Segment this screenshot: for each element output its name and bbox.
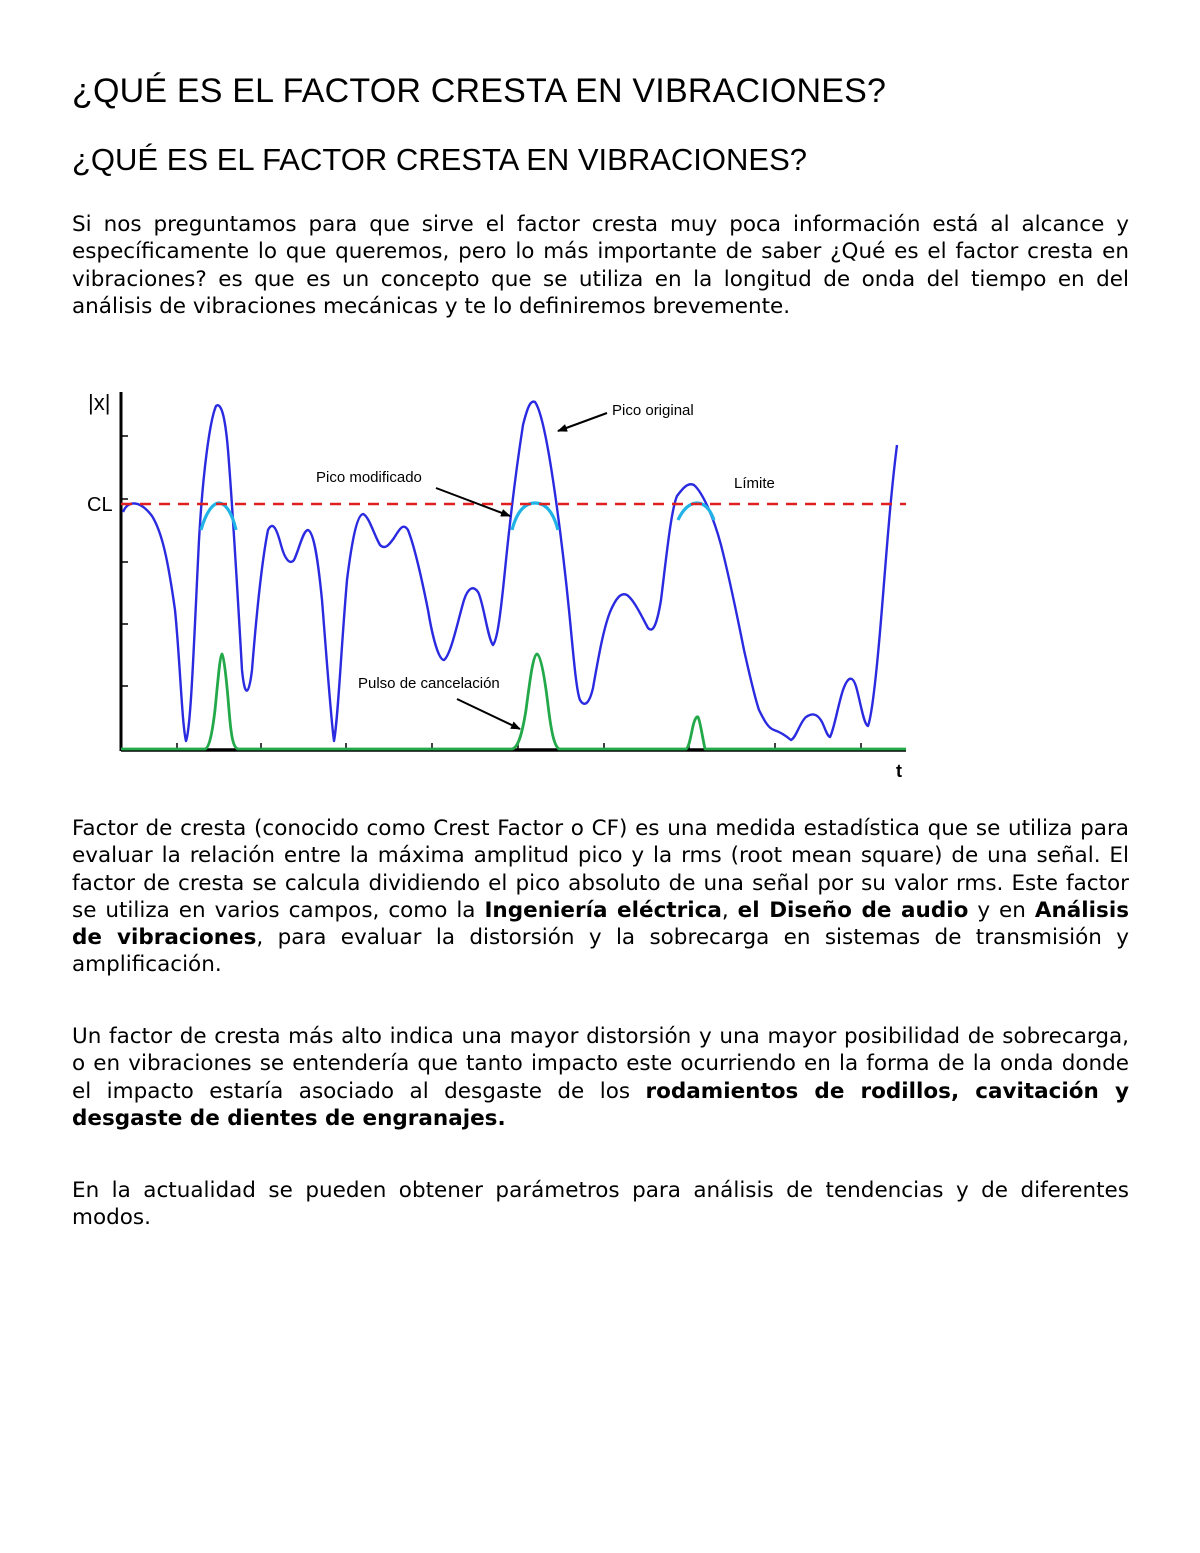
annotation-modified-peak: Pico modificado — [316, 469, 422, 486]
bold-term-electrical: Ingeniería eléctrica — [484, 897, 722, 923]
intro-paragraph: Si nos preguntamos para que sirve el factor cresta muy poca información está al alcance y específicamente lo que queremos, pero lo más importante de saber ¿Qué es el factor cresta en vibraciones? es que es un concepto que se utiliza en la longitud de onda del tiempo en del análisis de vibraciones mecánicas y te lo definiremos brevemente. — [72, 212, 1129, 319]
page-title: ¿QUÉ ES EL FACTOR CRESTA EN VIBRACIONES? — [72, 72, 887, 110]
arrow-modified-peak — [436, 488, 510, 516]
separator-text: , — [721, 897, 738, 923]
arrow-original-peak — [558, 413, 607, 431]
annotation-limit: Límite — [734, 475, 775, 492]
separator-text: y en — [968, 897, 1035, 923]
interpretation-text: Un factor de cresta más alto indica una mayor distorsión y una mayor posibilidad de sobrecarga, o en vibraciones se entendería que tanto impacto este ocurriendo en la forma de la onda donde el impacto estaría asociado al desgaste de los — [72, 1024, 1129, 1104]
arrow-cancel-pulse — [457, 699, 520, 729]
limit-label: CL — [87, 494, 113, 516]
definition-text: Factor de cresta (conocido como Crest Factor o CF) es una medida estadística que se utiliza para evaluar la relación entre la máxima amplitud pico y la rms (root mean square) de una señal. El factor de cresta se calcula dividiendo el pico absoluto de una señal por su valor rms. Este factor se utiliza en varios campos, como la — [72, 816, 1129, 923]
annotation-original-peak: Pico original — [612, 402, 694, 419]
bold-term-vibration: Análisis de vibraciones — [72, 897, 1129, 951]
signal-waveform — [123, 402, 897, 741]
definition-paragraph — [72, 815, 1129, 979]
section-heading: ¿QUÉ ES EL FACTOR CRESTA EN VIBRACIONES? — [72, 142, 807, 177]
y-axis-label: |x| — [88, 390, 111, 415]
bold-wear-causes: rodamientos de rodillos, cavitación y desgaste de dientes de engranajes. — [72, 1078, 1129, 1131]
annotation-cancel-pulse: Pulso de cancelación — [358, 675, 500, 692]
modified-peaks — [201, 503, 714, 530]
bold-term-audio: el Diseño de audio — [737, 897, 969, 923]
interpretation-paragraph — [72, 1023, 1129, 1132]
cancellation-pulse-signal — [121, 654, 906, 749]
definition-text-end: , para evaluar la distorsión y la sobrecarga en sistemas de transmisión y amplificación. — [72, 925, 1129, 978]
x-axis-label: t — [896, 761, 902, 781]
closing-paragraph: En la actualidad se pueden obtener parámetros para análisis de tendencias y de diferentes modos. — [72, 1178, 1129, 1231]
crest-factor-diagram — [72, 370, 932, 790]
